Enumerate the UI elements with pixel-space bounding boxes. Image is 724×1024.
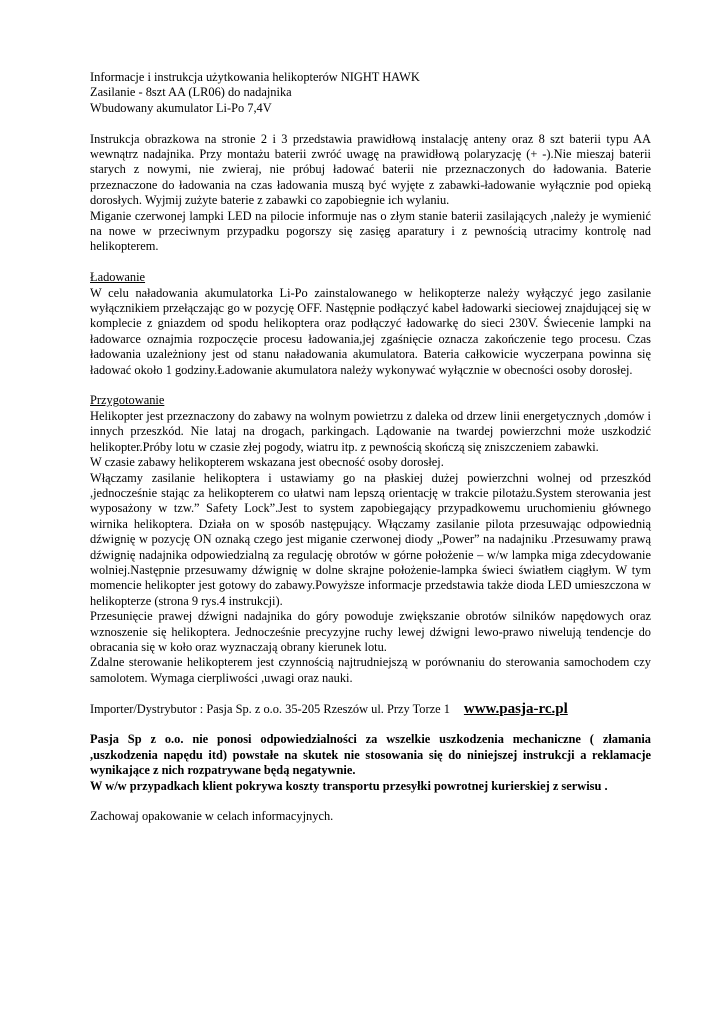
disclaimer-paragraph: Pasja Sp z o.o. nie ponosi odpowiedzialności za wszelkie uszkodzenia mechaniczne ( złamania ,uszkodzenia napędu itd) powstałe na skutek nie stosowania się do niniejszej instrukcji a reklamacje wynikające z nich rozpatrywane będą negatywnie. [90,732,651,778]
preparation-paragraph-2: W czasie zabawy helikopterem wskazana jest obecność osoby dorosłej. [90,455,444,470]
importer-line [90,702,651,717]
footer-note: Zachowaj opakowanie w celach informacyjnych. [90,809,334,824]
power-supply-line: Zasilanie - 8szt AA (LR06) do nadajnika [90,85,292,100]
preparation-paragraph-4: Przesunięcie prawej dźwigni nadajnika do góry powoduje zwiększanie obrotów silników napędowych oraz wznoszenie się helikoptera. Jednocześnie precyzyjne ruchy lewej dźwigni lewo-prawo niwelują tendencje do obracania się w koło oraz wyznaczają obrany kierunek lotu. [90,609,651,654]
preparation-paragraph-1: Helikopter jest przeznaczony do zabawy na wolnym powietrzu z daleka od drzew linii energetycznych ,domów i innych przeszkód. Nie lataj na drogach, parkingach. Lądowanie na twardej powierzchni może uszkodzić helikopter.Próby lotu w czasie złej pogody, wiatru itp. z pewnością skończą się zniszczeniem zabawki. [90,408,651,454]
intro-paragraph: Instrukcja obrazkowa na stronie 2 i 3 przedstawia prawidłową instalację anteny oraz 8 szt baterii typu AA wewnątrz nadajnika. Przy montażu baterii zwróć uwagę na prawidłową polaryzację (+ -).Nie mieszaj baterii starych z nowymi, nie zwieraj, nie próbuj ładować baterii nie przeznaczonych do ładowania. Baterie przeznaczone do ładowania na czas ładowania muszą być wyjęte z zabawki-ładowanie wyłącznie pod opieką dorosłych. Wyjmij zużyte baterie z zabawki co zapobiegnie ich wylaniu. [90,131,651,208]
preparation-heading: Przygotowanie [90,393,165,408]
preparation-paragraph-3: Włączamy zasilanie helikoptera i ustawiamy go na płaskiej dużej powierzchni wolnej od przeszkód ,jednocześnie stając za helikopterem co ułatwi nam lepszą orientację w trakcie pilotażu.System sterowania jest wyposażony w tzw.” Safety Lock”.Jest to system zapobiegający przypadkowemu uruchomieniu głównego wirnika helikoptera. Działa on w sposób następujący. Włączamy zasilanie pilota przesuwając odpowiednią dźwignię w pozycję ON oznaką czego jest miganie czerwonej diody „Power” na nadajniku .Przesuwamy prawą dźwignię nadajnika odpowiedzialną za regulację obrotów w górne położenie – w/w lampka miga zdecydowanie wolniej.Następnie przesuwamy dźwignię w dolne skrajne położenie-lampka świeci światłem ciągłym. W tym momencie helikopter jest gotowy do zabawy.Powyższe informacje przedstawia także dioda LED umieszczona w helikopterze (strona 9 rys.4 instrukcji). [90,470,651,608]
document-page [90,70,651,825]
shipping-cost-paragraph: W w/w przypadkach klient pokrywa koszty transportu przesyłki powrotnej kurierskiej z serwisu . [90,778,608,793]
led-warning-paragraph: Miganie czerwonej lampki LED na pilocie informuje nas o złym stanie baterii zasilających ,należy je wymienić na nowe w przeciwnym przypadku pogorszy się zasięg aparatury i z pewnością utracimy kontrolę nad helikopterem. [90,208,651,254]
charging-paragraph: W celu naładowania akumulatorka Li-Po zainstalowanego w helikopterze należy wyłączyć jego zasilanie wyłącznikiem przełączając go w pozycję OFF. Następnie podłączyć kabel ładowarki sieciowej znajdującej się w komplecie z gniazdem od spodu helikoptera oraz podłączyć ładowarkę do sieci 230V. Świecenie lampki na ładowarce oznajmia rozpoczęcie procesu ładowania,jej zgaśnięcie oznacza zakończenie tego procesu. Czas ładowania uzależniony jest od stanu naładowania akumulatora. Bateria całkowicie wyczerpana powinna się ładować około 1 godziny.Ładowanie akumulatora należy wykonywać wyłącznie w obecności osoby dorosłej. [90,285,651,377]
title-line: Informacje i instrukcja użytkowania helikopterów NIGHT HAWK [90,70,420,84]
website-link[interactable]: www.pasja-rc.pl [463,700,568,717]
importer-text: Importer/Dystrybutor : Pasja Sp. z o.o. 35-205 Rzeszów ul. Przy Torze 1 [90,701,450,716]
battery-line: Wbudowany akumulator Li-Po 7,4V [90,100,272,115]
preparation-paragraph-5: Zdalne sterowanie helikopterem jest czynnością najtrudniejszą w porównaniu do sterowania samochodem czy samolotem. Wymaga cierpliwości ,uwagi oraz nauki. [90,655,651,685]
charging-heading: Ładowanie [90,270,146,285]
